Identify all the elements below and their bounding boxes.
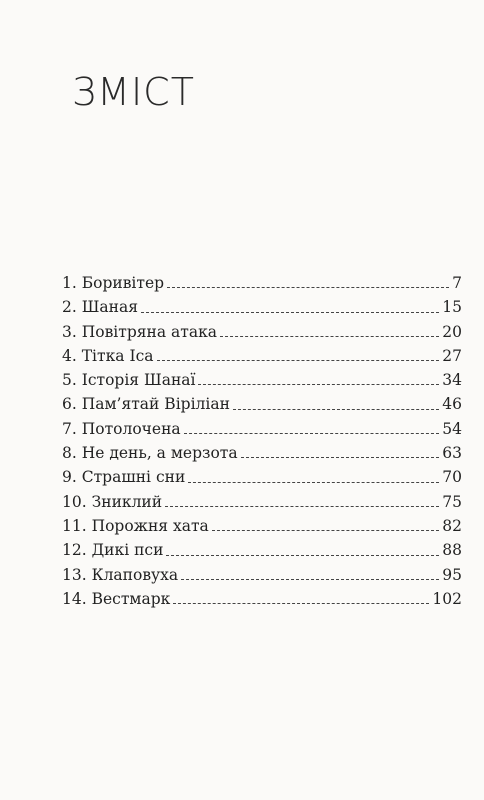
toc-leader-dashes (166, 555, 439, 556)
toc-entry-page-number: 34 (442, 371, 462, 390)
toc-entry (62, 441, 462, 465)
toc-entry (62, 320, 462, 344)
table-of-contents (62, 271, 462, 611)
toc-entry-title: 14. Вестмарк (62, 589, 171, 608)
toc-entry-title: 7. Потолочена (62, 419, 181, 438)
toc-entry-title: 3. Повітряна атака (62, 322, 218, 341)
toc-leader-dashes (220, 336, 439, 337)
toc-leader-dashes (141, 312, 439, 313)
toc-entry-title: 12. Дикі пси (62, 541, 164, 560)
toc-entry (62, 368, 462, 392)
toc-leader-dashes (173, 603, 429, 604)
toc-entry-page-number: 102 (432, 589, 462, 608)
toc-entry-title: 13. Клаповуха (62, 565, 179, 584)
toc-entry-title: 5. Історія Шанаї (62, 371, 196, 390)
toc-leader-dashes (188, 482, 439, 483)
toc-entry-title: 11. Порожня хата (62, 516, 209, 535)
toc-entry-page-number: 27 (442, 346, 462, 365)
toc-entry-title: 6. Пам’ятай Віріліан (62, 395, 230, 414)
toc-entry-page-number: 15 (442, 298, 462, 317)
toc-entry (62, 392, 462, 416)
toc-entry (62, 295, 462, 319)
toc-entry-title: 9. Страшні сни (62, 468, 186, 487)
toc-entry-page-number: 88 (442, 541, 462, 560)
toc-leader-dashes (198, 384, 439, 385)
toc-entry (62, 538, 462, 562)
toc-leader-dashes (233, 409, 439, 410)
toc-entry (62, 563, 462, 587)
toc-leader-dashes (167, 287, 449, 288)
toc-entry-title: 2. Шаная (62, 298, 138, 317)
toc-leader-dashes (181, 579, 439, 580)
toc-entry-title: 4. Тітка Іса (62, 346, 154, 365)
toc-leader-dashes (157, 360, 440, 361)
toc-leader-dashes (241, 457, 440, 458)
toc-entry-page-number: 70 (442, 468, 462, 487)
toc-leader-dashes (165, 506, 439, 507)
toc-entry (62, 514, 462, 538)
toc-entry-page-number: 75 (442, 492, 462, 511)
toc-entry (62, 465, 462, 489)
toc-entry (62, 344, 462, 368)
toc-entry (62, 490, 462, 514)
toc-entry-page-number: 82 (442, 516, 462, 535)
toc-leader-dashes (212, 530, 439, 531)
toc-entry (62, 271, 462, 295)
toc-leader-dashes (184, 433, 440, 434)
toc-entry (62, 587, 462, 611)
toc-entry (62, 417, 462, 441)
toc-entry-page-number: 46 (442, 395, 462, 414)
toc-entry-page-number: 95 (442, 565, 462, 584)
toc-entry-page-number: 63 (442, 444, 462, 463)
toc-entry-title: 10. Зниклий (62, 492, 163, 511)
toc-entry-page-number: 20 (442, 322, 462, 341)
toc-entry-page-number: 7 (452, 274, 462, 292)
toc-entry-page-number: 54 (442, 419, 462, 438)
toc-entry-title: 8. Не день, а мерзота (62, 444, 238, 463)
toc-entry-title: 1. Боривітер (62, 274, 165, 292)
page-title: ЗМІСТ (72, 70, 195, 114)
